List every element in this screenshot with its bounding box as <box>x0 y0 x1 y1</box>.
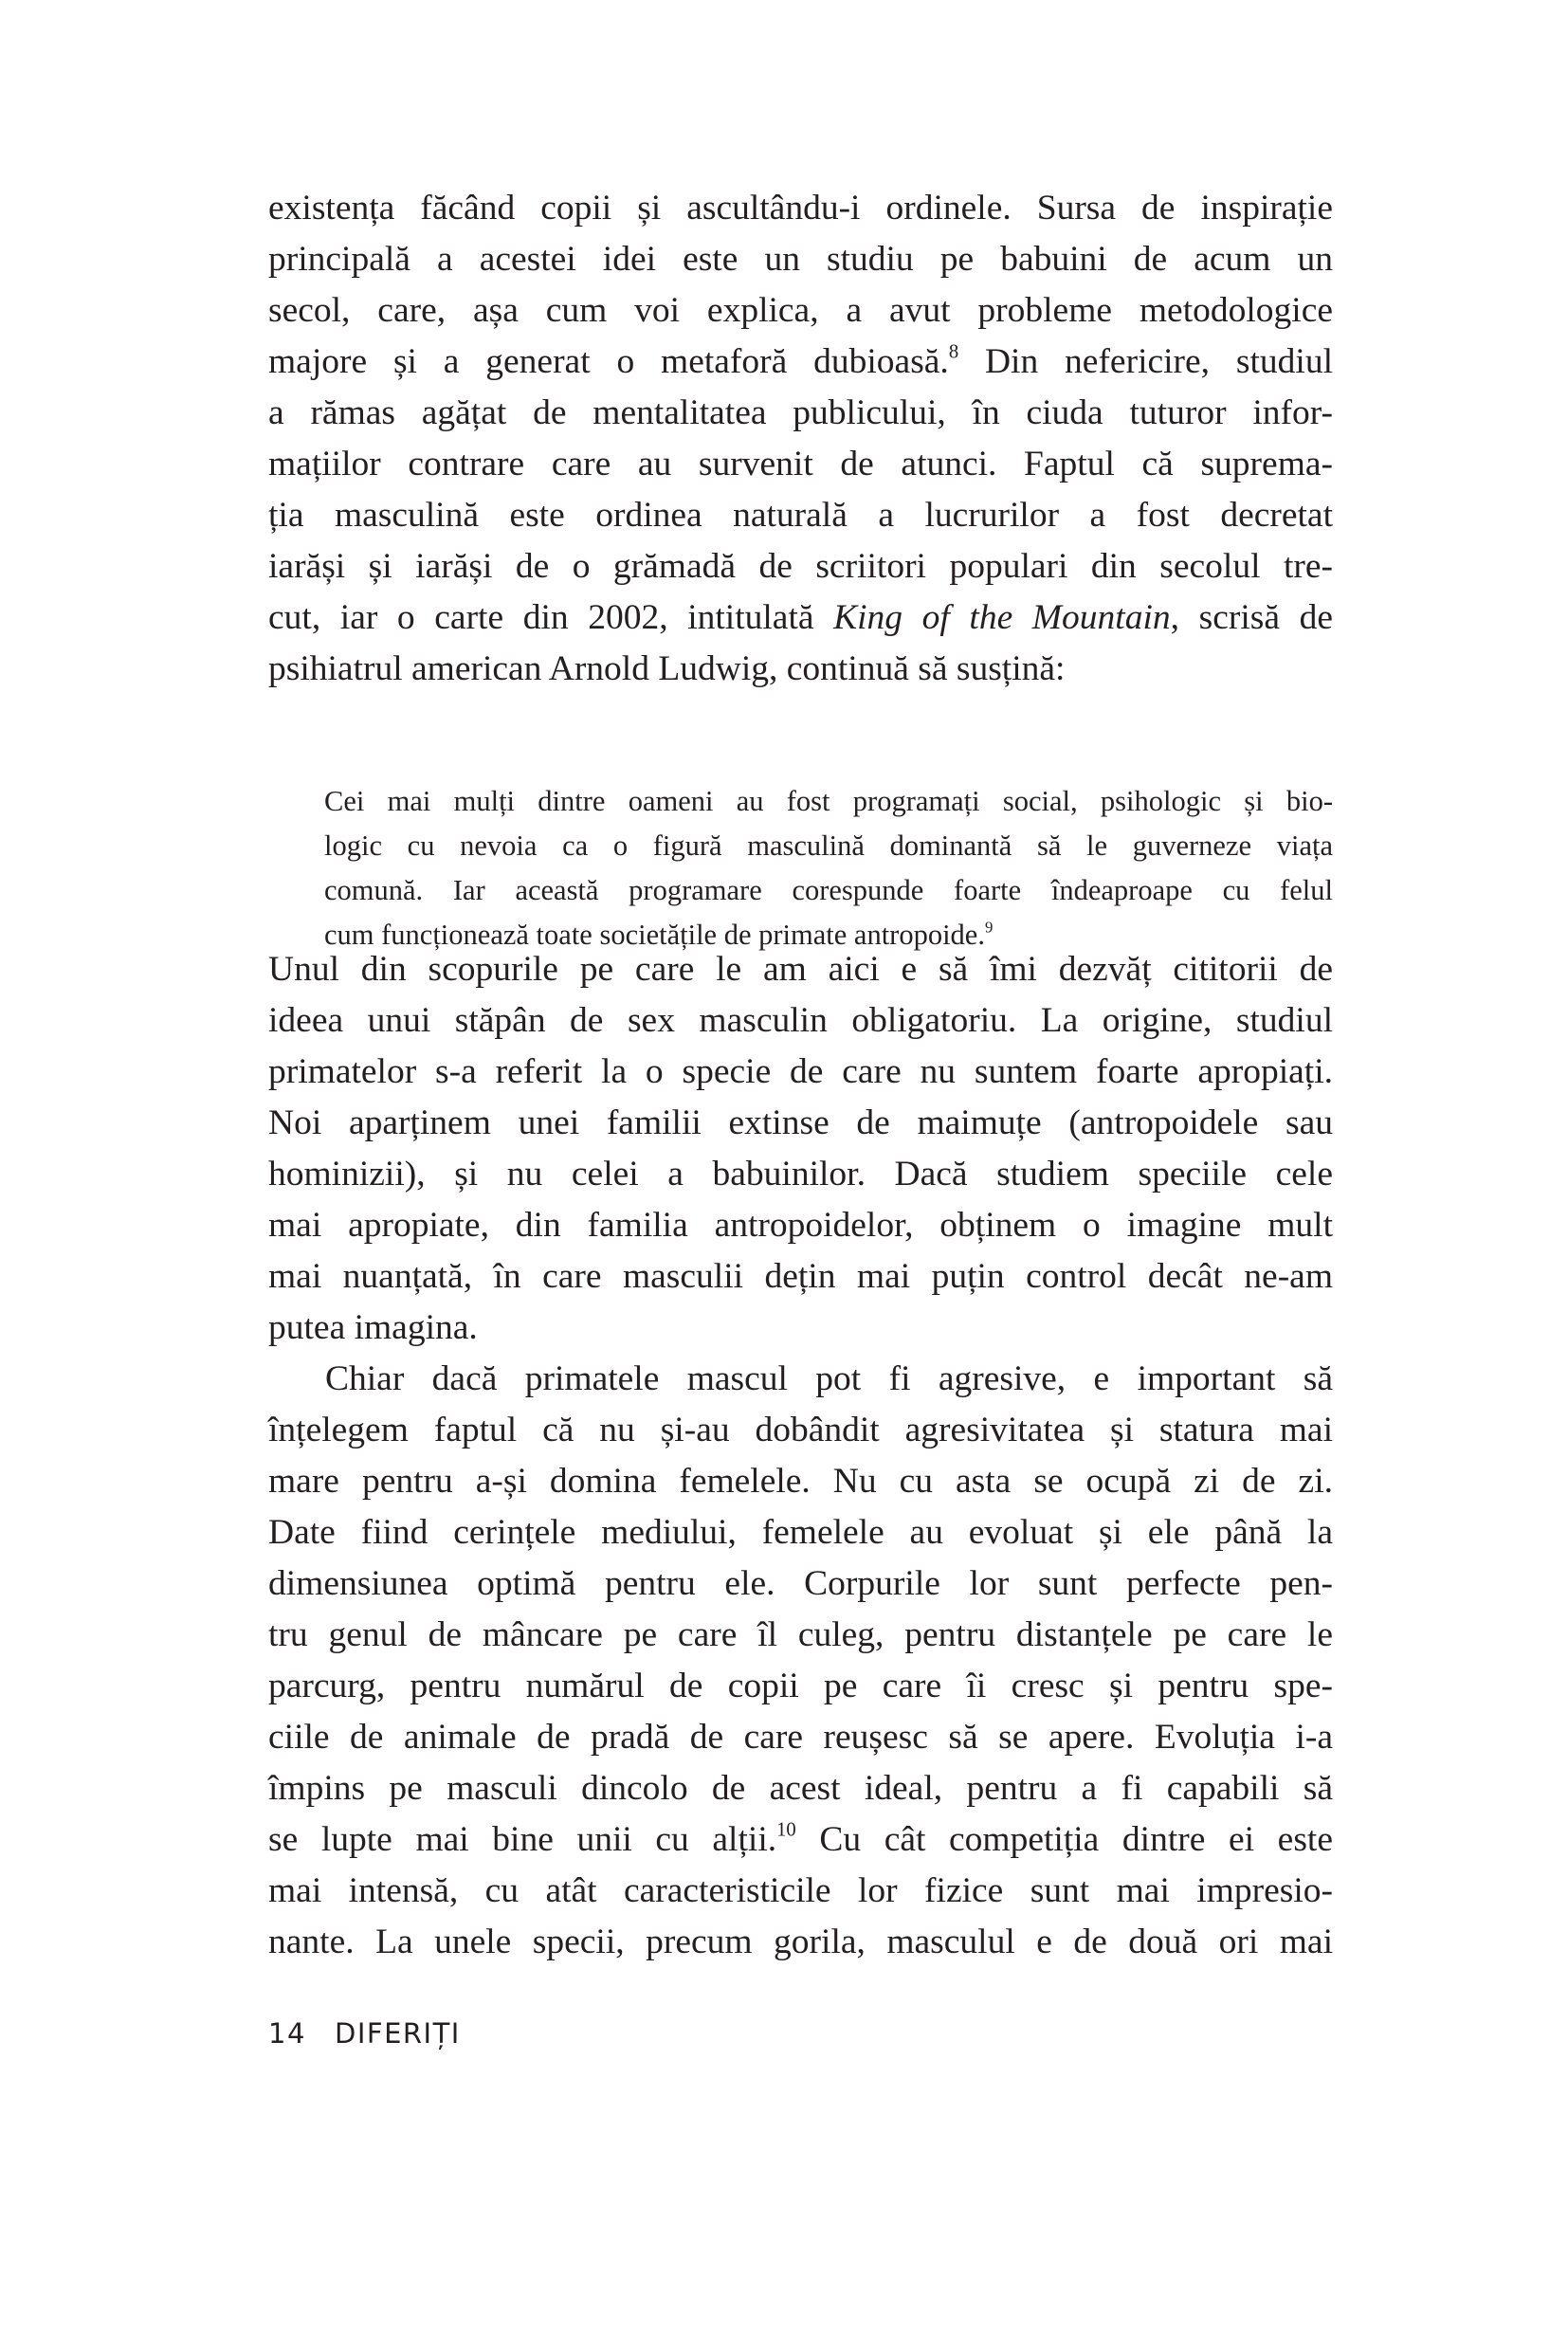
text-segment: se lupte mai bine unii cu alții. <box>268 1820 777 1859</box>
text-line: Noi aparținem unei familii extinse de maimuțe (antropoidele sau <box>268 1103 1333 1142</box>
text-line: nante. La unele specii, precum gorila, masculul e de două ori mai <box>268 1923 1333 1961</box>
text-line: secol, care, așa cum voi explica, a avut probleme metodologice <box>268 291 1333 330</box>
text-segment: Din nefericire, studiul <box>958 342 1333 381</box>
text-line <box>268 592 1333 644</box>
text-line <box>268 337 1333 388</box>
page-number: 14 <box>268 2017 306 2050</box>
text-line: ția masculină este ordinea naturală a lucrurilor a fost decretat <box>268 496 1333 535</box>
text-line: parcurg, pentru numărul de copii pe care îi cresc și pentru spe- <box>268 1667 1333 1705</box>
running-title: DIFERIȚI <box>335 2017 461 2050</box>
text-segment: majore și a generat o metaforă dubioasă. <box>268 342 949 381</box>
text-line <box>268 1814 1333 1866</box>
text-segment: cut, iar o carte din 2002, intitulată <box>268 598 834 637</box>
text-segment: , scrisă de <box>1170 598 1333 637</box>
text-line: iarăși și iarăși de o grămadă de scriitori populari din secolul tre- <box>268 547 1333 586</box>
quote-line: logic cu nevoia ca o figură masculină dominantă să le guverneze viața <box>324 829 1333 862</box>
text-line: mațiilor contrare care au survenit de atunci. Faptul că suprema- <box>268 445 1333 483</box>
text-line: primatelor s-a referit la o specie de care nu suntem foarte apropiați. <box>268 1052 1333 1091</box>
text-line: psihiatrul american Arnold Ludwig, continuă să susțină: <box>268 649 1066 688</box>
text-line: principală a acestei idei este un studiu pe babuini de acum un <box>268 240 1333 279</box>
footnote-marker-10[interactable]: 10 <box>776 1819 796 1841</box>
text-line: Unul din scopurile pe care le am aici e să îmi dezvăț cititorii de <box>268 950 1333 989</box>
paragraph-1 <box>268 183 1333 695</box>
page-footer <box>268 2017 461 2050</box>
text-segment: Cu cât competiția dintre ei este <box>795 1820 1333 1859</box>
quote-line: comună. Iar această programare corespunde foarte îndeaproape cu felul <box>324 874 1333 906</box>
book-title-italic: King of the Mountain <box>833 598 1171 637</box>
text-line: împins pe masculi dincolo de acest ideal, pentru a fi capabili să <box>268 1769 1333 1808</box>
text-line: Chiar dacă primatele mascul pot fi agresive, e important să <box>325 1359 1333 1398</box>
text-segment: cum funcționează toate societățile de primate antropoide. <box>324 919 985 951</box>
text-line: existența făcând copii și ascultându-i ordinele. Sursa de inspirație <box>268 189 1333 228</box>
text-line: ciile de animale de pradă de care reușesc să se apere. Evoluția i-a <box>268 1718 1333 1757</box>
text-line: mai intensă, cu atât caracteristicile lor fizice sunt mai impresio- <box>268 1871 1333 1910</box>
text-line: dimensiunea optimă pentru ele. Corpurile lor sunt perfecte pen- <box>268 1564 1333 1603</box>
text-line: putea imagina. <box>268 1308 478 1347</box>
footnote-marker-9[interactable]: 9 <box>984 918 994 937</box>
block-quote <box>324 779 1333 957</box>
footnote-marker-8[interactable]: 8 <box>948 341 959 363</box>
quote-line: Cei mai mulți dintre oameni au fost programați social, psihologic și bio- <box>324 785 1333 817</box>
paragraph-2 <box>268 944 1333 1354</box>
text-line: mai nuanțată, în care masculii dețin mai puțin control decât ne-am <box>268 1257 1333 1296</box>
text-line: ideea unui stăpân de sex masculin obligatoriu. La origine, studiul <box>268 1001 1333 1040</box>
text-line: hominizii), și nu celei a babuinilor. Dacă studiem speciile cele <box>268 1155 1333 1194</box>
text-line: mare pentru a-și domina femelele. Nu cu asta se ocupă zi de zi. <box>268 1462 1333 1501</box>
text-line: mai apropiate, din familia antropoidelor, obținem o imagine mult <box>268 1206 1333 1245</box>
paragraph-3 <box>268 1354 1333 1968</box>
text-line: tru genul de mâncare pe care îl culeg, pentru distanțele pe care le <box>268 1615 1333 1654</box>
text-line: Date fiind cerințele mediului, femelele au evoluat și ele până la <box>268 1513 1333 1552</box>
text-line: a rămas agățat de mentalitatea publicului, în ciuda tuturor infor- <box>268 393 1333 432</box>
text-line: înțelegem faptul că nu și-au dobândit agresivitatea și statura mai <box>268 1411 1333 1449</box>
